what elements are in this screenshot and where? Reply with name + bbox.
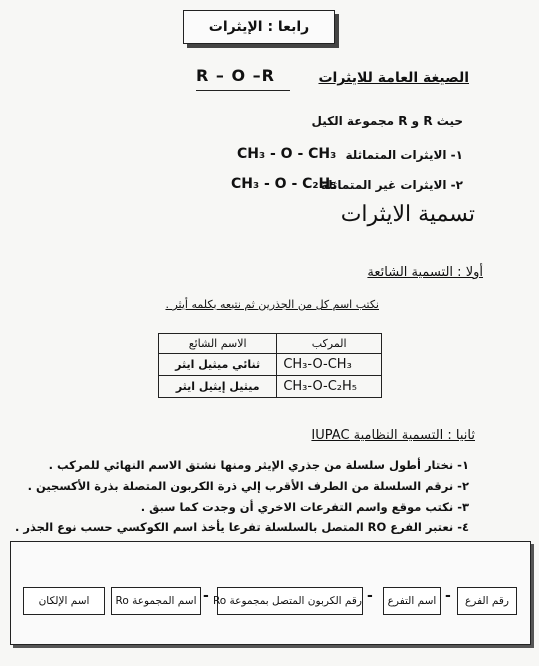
table-row — [159, 376, 382, 398]
formula-underline — [196, 90, 290, 91]
diagram-separator: - — [367, 588, 373, 604]
iupac-rule-2: ٢- نرقم السلسلة من الطرف الأقرب إلي ذرة الكربون المتصلة بذرة الأكسجين . — [27, 479, 469, 493]
table-header-row — [159, 334, 382, 354]
symmetric-ether-formula: CH₃ - O - CH₃ — [237, 146, 337, 162]
general-formula-heading: الصيغة العامة للايثرات — [318, 70, 469, 86]
table-header-compound: المركب — [277, 334, 382, 354]
diagram-box-branch-number: رقم الفرع — [457, 587, 517, 615]
asymmetric-ether-formula: CH₃ - O - C₂H₅ — [231, 176, 337, 192]
asymmetric-ether-label: ٢- الايثرات غير المتماثلة — [320, 178, 463, 192]
common-names-table — [158, 333, 382, 398]
table-row — [159, 354, 382, 376]
common-naming-instruction: نكتب اسم كل من الجذرين ثم نتبعه بكلمه أيثر . — [165, 298, 379, 311]
iupac-naming-heading: ثانيا : التسمية النظامية IUPAC — [311, 428, 475, 443]
diagram-box-branch-name: اسم التفرع — [383, 587, 441, 615]
compound-cell: CH₃-O-C₂H₅ — [277, 376, 382, 398]
diagram-separator: - — [445, 588, 451, 604]
diagram-box-carbon-number: رقم الكربون المتصل بمجموعة Ro — [217, 587, 363, 615]
common-name-cell: ثنائي ميثيل ايثر — [159, 354, 277, 376]
naming-heading: تسمية الايثرات — [340, 202, 475, 227]
iupac-rule-1: ١- نختار أطول سلسلة من جذري الإيثر ومنها نشتق الاسم النهائي للمركب . — [48, 458, 469, 472]
iupac-rule-3: ٣- نكتب موقع واسم التفرعات الاخري أن وجدت كما سبق . — [140, 500, 469, 514]
general-formula: R – O –R — [196, 66, 275, 85]
where-line: حيث R و R مجموعة الكيل — [311, 114, 463, 128]
symmetric-ether-label: ١- الايثرات المتماثلة — [345, 148, 463, 162]
compound-cell: CH₃-O-CH₃ — [277, 354, 382, 376]
common-naming-heading: أولا : التسمية الشائعة — [367, 265, 483, 280]
diagram-box-alkane-name: اسم الإلكان — [23, 587, 105, 615]
diagram-box-ro-group-name: اسم المجموعة Ro — [111, 587, 201, 615]
page-title: رابعا : الإيثرات — [183, 10, 335, 44]
common-name-cell: ميثيل إيثيل ايثر — [159, 376, 277, 398]
table-header-name: الاسم الشائع — [159, 334, 277, 354]
iupac-rule-4: ٤- نعتبر الفرع RO المتصل بالسلسلة تفرعا يأخذ اسم الكوكسي حسب نوع الجذر . — [14, 520, 469, 534]
diagram-separator: - — [203, 588, 209, 604]
naming-order-diagram — [10, 541, 531, 645]
